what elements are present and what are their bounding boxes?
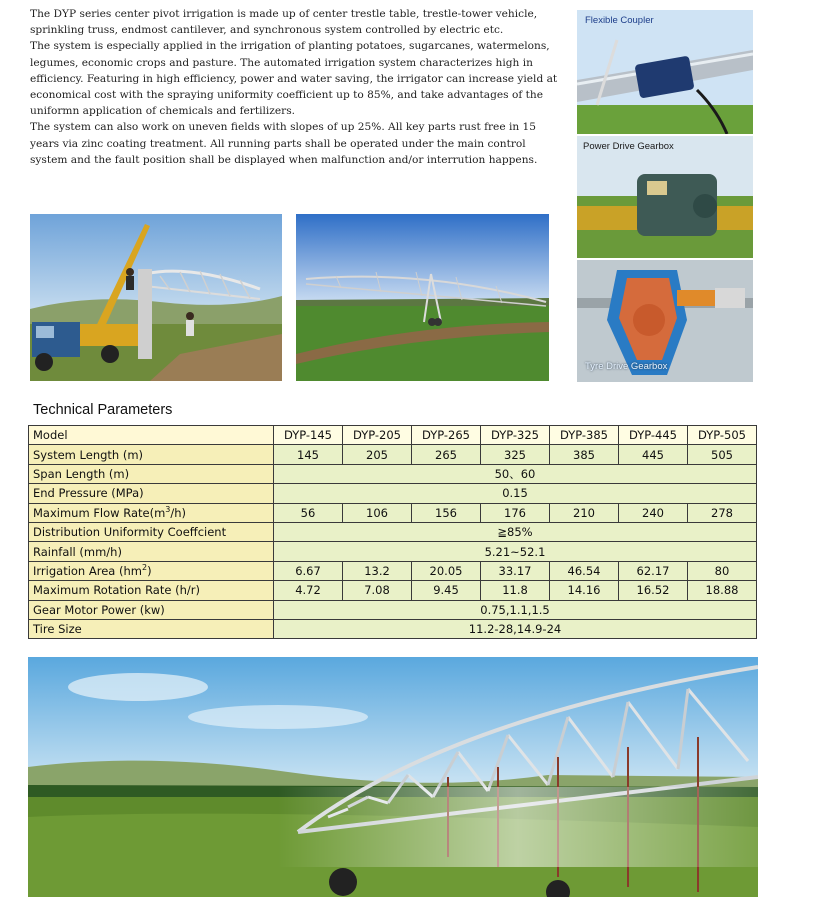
table-cell: 176 (481, 503, 550, 522)
table-cell: 6.67 (274, 561, 343, 580)
row-label: End Pressure (MPa) (29, 484, 274, 503)
table-cell: 385 (550, 445, 619, 464)
table-row (29, 464, 757, 483)
row-label-text: Maximum Flow Rate(m (33, 505, 166, 520)
pivot-field-photo (296, 214, 549, 381)
header-cell: DYP-385 (550, 426, 619, 445)
table-cell: 445 (619, 445, 688, 464)
table-row (29, 619, 757, 638)
header-cell: DYP-505 (688, 426, 757, 445)
tyre-drive-gearbox-thumb (577, 260, 753, 382)
power-drive-gearbox-thumb (577, 136, 753, 258)
table-cell: 0.15 (274, 484, 757, 503)
table-cell: 11.8 (481, 581, 550, 600)
row-label: Maximum Rotation Rate (h/r) (29, 581, 274, 600)
table-cell: 7.08 (343, 581, 412, 600)
section-title: Technical Parameters (33, 402, 173, 418)
power-drive-gearbox-caption: Power Drive Gearbox (583, 141, 674, 152)
table-cell: 18.88 (688, 581, 757, 600)
table-row (29, 522, 757, 541)
intro-paragraph-3: The system can also work on uneven fields with slopes of up 25%. All key parts rust free in 15 years via zinc coating treatment. All running parts shall be operated under the main control system and the fault position shall be displayed when malfunction and/or interrution happens. (30, 121, 538, 166)
table-row (29, 600, 757, 619)
table-cell: 505 (688, 445, 757, 464)
row-label: Gear Motor Power (kw) (29, 600, 274, 619)
table-cell: 0.75,1.1,1.5 (274, 600, 757, 619)
intro-paragraph-2: The system is especially applied in the irrigation of planting potatoes, sugarcanes, watermelons, legumes, economic crops and pasture. The automated irrigation system characterizes high in efficiency. Featuring in high efficiency, power and water saving, the irrigator can increase yield at economical cost with the spraying uniformity coefficient up to 85%, and take advantages of the uniformn application of chemicals and fertilizers. (30, 40, 558, 118)
header-model: Model (29, 426, 274, 445)
table-cell: 9.45 (412, 581, 481, 600)
table-cell: 156 (412, 503, 481, 522)
tyre-drive-gearbox-caption: Tyre Drive Gearbox (585, 361, 668, 372)
table-cell: 4.72 (274, 581, 343, 600)
table-cell: 13.2 (343, 561, 412, 580)
row-label: Tire Size (29, 619, 274, 638)
table-cell: 16.52 (619, 581, 688, 600)
table-cell: 50、60 (274, 464, 757, 483)
table-row (29, 581, 757, 600)
table-row (29, 542, 757, 561)
row-label: System Length (m) (29, 445, 274, 464)
table-cell: 20.05 (412, 561, 481, 580)
flexible-coupler-thumb (577, 10, 753, 134)
technical-parameters-table (28, 425, 757, 639)
table-cell: 62.17 (619, 561, 688, 580)
intro-text (30, 6, 560, 168)
row-label-superscript: 2 (141, 563, 148, 573)
row-label-tail: /h) (170, 505, 187, 520)
row-label: Rainfall (mm/h) (29, 542, 274, 561)
row-label: Distribution Uniformity Coeffcient (29, 522, 274, 541)
header-cell: DYP-145 (274, 426, 343, 445)
table-row (29, 561, 757, 580)
row-label (29, 561, 274, 580)
table-cell: 106 (343, 503, 412, 522)
header-cell: DYP-445 (619, 426, 688, 445)
table-cell: 11.2-28,14.9-24 (274, 619, 757, 638)
crane-assembly-photo (30, 214, 282, 381)
table-cell: 240 (619, 503, 688, 522)
table-cell: 5.21~52.1 (274, 542, 757, 561)
flexible-coupler-caption: Flexible Coupler (585, 15, 654, 26)
table-cell: 14.16 (550, 581, 619, 600)
table-cell: 33.17 (481, 561, 550, 580)
row-label (29, 503, 274, 522)
table-cell: 56 (274, 503, 343, 522)
table-row (29, 503, 757, 522)
row-label: Span Length (m) (29, 464, 274, 483)
intro-paragraph-1: The DYP series center pivot irrigation is made up of center trestle table, trestle-tower vehicle, sprinkling truss, endmost cantilever, and synchronous system controlled by electric etc. (30, 8, 538, 37)
table-header-row (29, 426, 757, 445)
table-cell: 210 (550, 503, 619, 522)
table-cell: 278 (688, 503, 757, 522)
row-label-superscript: 3 (165, 504, 171, 514)
table-cell: 145 (274, 445, 343, 464)
table-row (29, 484, 757, 503)
table-cell: 46.54 (550, 561, 619, 580)
pivot-spraying-photo (28, 657, 758, 897)
header-cell: DYP-325 (481, 426, 550, 445)
table-cell: 265 (412, 445, 481, 464)
header-cell: DYP-205 (343, 426, 412, 445)
row-label-tail: ) (147, 563, 152, 578)
table-cell: ≧85% (274, 522, 757, 541)
table-cell: 80 (688, 561, 757, 580)
table-cell: 325 (481, 445, 550, 464)
header-cell: DYP-265 (412, 426, 481, 445)
table-cell: 205 (343, 445, 412, 464)
table-row (29, 445, 757, 464)
row-label-text: Irrigation Area (hm (33, 563, 142, 578)
